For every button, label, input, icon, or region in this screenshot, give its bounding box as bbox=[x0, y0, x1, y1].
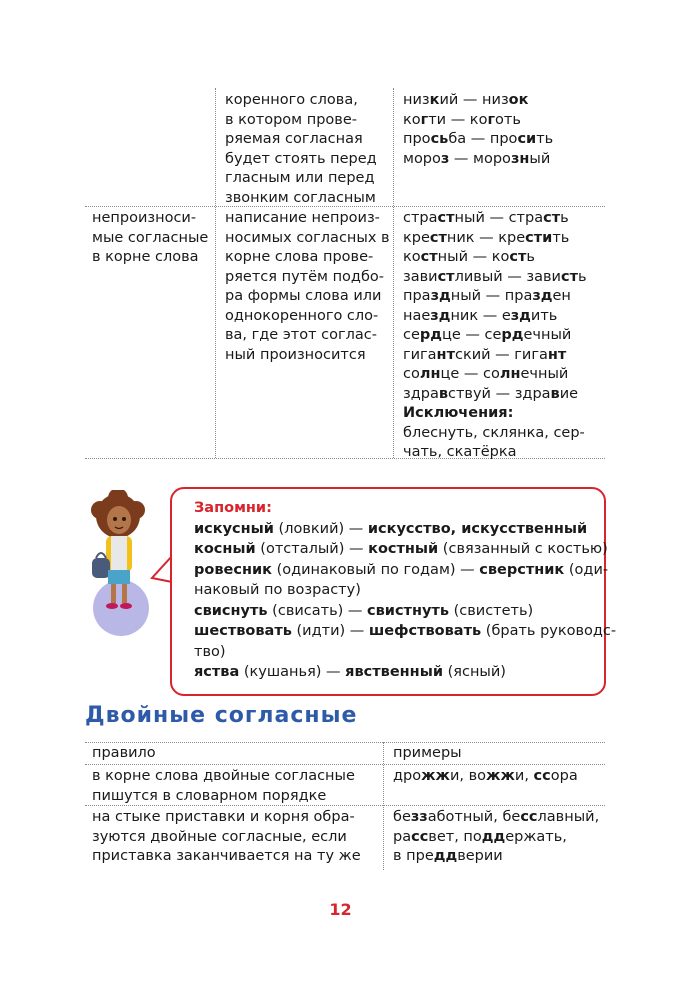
bold-segment: искусство, искусственный bbox=[367, 520, 588, 537]
text-segment: ный — пра bbox=[450, 288, 533, 304]
text-line bbox=[403, 229, 587, 249]
text-segment: ержать, bbox=[505, 828, 567, 845]
text-segment: оть bbox=[495, 111, 521, 128]
table1-row-b-term bbox=[92, 209, 208, 268]
bold-segment: ст bbox=[437, 210, 455, 226]
text-segment: ко bbox=[403, 249, 421, 265]
bold-segment: ст bbox=[420, 249, 438, 265]
text-segment: (ловкий) — bbox=[273, 520, 368, 537]
text-line bbox=[194, 580, 616, 601]
table1-divider-right bbox=[393, 88, 394, 458]
table1-row-b-rule bbox=[225, 209, 390, 365]
text-segment: ый bbox=[529, 150, 551, 167]
bold-segment: рд bbox=[419, 327, 442, 343]
text-line bbox=[403, 307, 587, 327]
rule-line: ряемая согласная bbox=[225, 131, 363, 147]
rule-line: в корне слова двойные согласные bbox=[92, 768, 355, 784]
table1-divider-left bbox=[215, 88, 216, 458]
text-segment: со bbox=[403, 366, 420, 382]
text-segment: ко bbox=[403, 111, 421, 128]
face bbox=[107, 506, 131, 534]
table1-row-a-rule bbox=[225, 91, 377, 208]
text-segment: стра bbox=[403, 210, 438, 226]
text-segment: кре bbox=[403, 229, 430, 246]
bold-segment: зд bbox=[510, 307, 531, 324]
text-line bbox=[393, 767, 578, 787]
text-line bbox=[393, 808, 599, 828]
callout-content bbox=[194, 498, 616, 683]
bold-segment: свистнуть bbox=[367, 602, 449, 619]
rule-line: гласным или перед bbox=[225, 170, 375, 186]
bold-segment: искусный bbox=[194, 520, 274, 537]
bold-segment: к bbox=[518, 92, 529, 108]
bold-segment: дд bbox=[433, 848, 458, 864]
table2-header-separator bbox=[85, 764, 605, 765]
table2-row-2-examples bbox=[393, 808, 599, 867]
text-segment: низ bbox=[403, 92, 430, 108]
callout-heading: Запомни: bbox=[194, 500, 272, 516]
text-line bbox=[403, 150, 553, 170]
term-line: в корне слова bbox=[92, 249, 199, 265]
text-segment: тво) bbox=[194, 643, 226, 660]
text-line bbox=[403, 287, 587, 307]
text-segment: (ясный) bbox=[442, 664, 506, 680]
text-segment: дро bbox=[393, 768, 422, 784]
bold-segment: дд bbox=[481, 828, 506, 845]
bold-segment: си bbox=[517, 131, 537, 147]
text-segment: се bbox=[403, 327, 420, 343]
text-segment: про bbox=[403, 131, 431, 147]
text-segment: и, во bbox=[449, 768, 487, 784]
bold-segment: сти bbox=[525, 229, 553, 246]
term-line: непроизноси- bbox=[92, 210, 197, 226]
bold-segment: г bbox=[420, 111, 429, 128]
text-line bbox=[194, 601, 616, 622]
text-segment: здра bbox=[403, 385, 439, 402]
text-segment: и, bbox=[514, 768, 534, 784]
text-line bbox=[194, 539, 616, 560]
text-segment: (свисать) — bbox=[267, 602, 368, 619]
text-line bbox=[403, 268, 587, 288]
rule-line: в котором прове- bbox=[225, 111, 357, 128]
text-line bbox=[194, 662, 616, 683]
text-line bbox=[194, 621, 616, 642]
text-line bbox=[194, 560, 616, 581]
example-lines bbox=[403, 209, 587, 404]
text-segment: аботный, бе bbox=[427, 809, 521, 825]
bold-segment: шествовать bbox=[194, 623, 292, 639]
text-line bbox=[194, 642, 616, 663]
bold-segment: зд bbox=[430, 307, 451, 324]
text-segment: гига bbox=[403, 346, 437, 363]
text-segment: ора bbox=[550, 768, 578, 784]
exceptions-line: блеснуть, склянка, сер- bbox=[403, 424, 585, 441]
table2-row-1-rule bbox=[92, 767, 355, 806]
text-segment: — моро bbox=[449, 150, 511, 167]
rule-line: на стыке приставки и корня обра- bbox=[92, 809, 355, 825]
text-segment: ный — стра bbox=[454, 210, 544, 226]
table2-divider bbox=[383, 742, 384, 870]
bold-segment: в bbox=[438, 385, 449, 402]
text-segment: ий — низ bbox=[439, 92, 509, 108]
text-segment: (свистеть) bbox=[449, 602, 534, 619]
bold-segment: зд bbox=[532, 288, 553, 304]
bold-segment: сс bbox=[533, 768, 551, 784]
table2-row-1-examples bbox=[393, 767, 578, 787]
term-line: мые согласные bbox=[92, 229, 209, 246]
table1-row-b-examples bbox=[403, 209, 587, 463]
table2-top-border bbox=[85, 742, 605, 743]
bold-segment: зд bbox=[430, 288, 451, 304]
text-segment: (оди- bbox=[564, 561, 609, 578]
bold-segment: яства bbox=[194, 664, 240, 680]
text-segment: ен bbox=[552, 288, 571, 304]
text-segment: верии bbox=[457, 848, 503, 864]
text-segment: ечный bbox=[523, 327, 572, 343]
text-segment: в пре bbox=[393, 848, 434, 864]
text-segment: ский — гига bbox=[454, 346, 548, 363]
text-segment: (одинаковый по годам) — bbox=[271, 561, 480, 578]
text-line bbox=[403, 385, 587, 405]
text-line bbox=[403, 365, 587, 385]
rule-line: ряется путём подбо- bbox=[225, 268, 384, 285]
text-segment: (кушанья) — bbox=[239, 664, 346, 680]
text-segment: ечный bbox=[520, 366, 569, 382]
bold-segment: рд bbox=[501, 327, 524, 343]
text-segment: пра bbox=[403, 288, 431, 304]
bold-segment: сверстник bbox=[479, 561, 565, 578]
bold-segment: ст bbox=[429, 229, 447, 246]
bold-segment: жж bbox=[486, 768, 515, 784]
rule-line: приставка заканчивается на ту же bbox=[92, 848, 361, 864]
rule-line: ва, где этот соглас- bbox=[225, 327, 377, 343]
text-segment: ть bbox=[552, 229, 570, 246]
bold-segment: костный bbox=[368, 541, 439, 557]
purple-circle bbox=[93, 580, 149, 636]
text-segment: ник — е bbox=[450, 307, 511, 324]
table2-header-rule: правило bbox=[92, 745, 156, 761]
bold-segment: г bbox=[487, 111, 496, 128]
shorts bbox=[108, 570, 130, 584]
text-line bbox=[393, 847, 599, 867]
text-segment: зави bbox=[403, 268, 438, 285]
bold-segment: косный bbox=[194, 541, 256, 557]
bold-segment: нт bbox=[436, 346, 455, 363]
bold-segment: жж bbox=[421, 768, 450, 784]
table1-row-a-examples bbox=[403, 91, 553, 169]
bold-segment: ст bbox=[509, 249, 527, 265]
table2-header-examples: примеры bbox=[393, 745, 462, 761]
bold-segment: сс bbox=[411, 828, 429, 845]
bold-segment: свиснуть bbox=[194, 602, 268, 619]
text-line bbox=[403, 130, 553, 150]
bold-segment: нт bbox=[547, 346, 567, 363]
text-segment: лавный, bbox=[537, 809, 600, 825]
text-segment: ти — ко bbox=[428, 111, 488, 128]
text-segment: ствуй — здра bbox=[448, 385, 551, 402]
bold-segment: сь bbox=[430, 131, 449, 147]
bold-segment: к bbox=[429, 92, 440, 108]
text-segment: нае bbox=[403, 307, 431, 324]
rule-line: пишутся в словарном порядке bbox=[92, 787, 327, 804]
rule-line: зуются двойные согласные, если bbox=[92, 828, 347, 845]
bold-segment: ст bbox=[543, 210, 561, 226]
text-segment: ить bbox=[530, 307, 558, 324]
text-line bbox=[194, 519, 616, 540]
section-title: Двойные согласные bbox=[85, 703, 358, 728]
bold-segment: лн bbox=[499, 366, 521, 382]
bold-segment: ст bbox=[560, 268, 578, 285]
text-segment: це — се bbox=[442, 327, 502, 343]
bold-segment: явственный bbox=[345, 664, 443, 680]
bold-segment: зз bbox=[410, 809, 428, 825]
rule-line: коренного слова, bbox=[225, 92, 358, 108]
text-segment: ь bbox=[577, 268, 587, 285]
text-line bbox=[403, 91, 553, 111]
text-segment: ть bbox=[536, 131, 554, 147]
text-segment: бе bbox=[393, 809, 411, 825]
bold-segment: зн bbox=[510, 150, 530, 167]
rule-line: однокоренного сло- bbox=[225, 307, 379, 324]
text-segment: ие bbox=[559, 385, 579, 402]
rule-line: носимых согласных в bbox=[225, 229, 390, 246]
text-line bbox=[393, 828, 599, 848]
bold-segment: з bbox=[440, 150, 450, 167]
text-line bbox=[403, 346, 587, 366]
bold-segment: о bbox=[508, 92, 519, 108]
page-number: 12 bbox=[329, 900, 352, 919]
rule-line: ра формы слова или bbox=[225, 288, 382, 304]
exceptions-line: чать, скатёрка bbox=[403, 444, 517, 460]
text-segment: це — со bbox=[440, 366, 500, 382]
text-segment: ь bbox=[526, 249, 535, 265]
table2-row-2-rule bbox=[92, 808, 361, 867]
text-segment: (брать руководс- bbox=[481, 623, 617, 639]
text-segment: ь bbox=[560, 210, 569, 226]
text-segment: ливый — зави bbox=[454, 268, 561, 285]
rule-line: написание непроиз- bbox=[225, 210, 380, 226]
text-segment: (идти) — bbox=[291, 623, 369, 639]
bold-segment: сс bbox=[520, 809, 538, 825]
bold-segment: ст bbox=[437, 268, 455, 285]
exceptions-label: Исключения: bbox=[403, 405, 514, 421]
text-segment: ный — ко bbox=[437, 249, 510, 265]
text-segment: ник — кре bbox=[446, 229, 526, 246]
rule-line: звонким согласным bbox=[225, 189, 376, 206]
text-line bbox=[403, 326, 587, 346]
bold-segment: шефствовать bbox=[368, 623, 482, 639]
bold-segment: ровесник bbox=[194, 561, 272, 578]
text-line bbox=[403, 248, 587, 268]
text-segment: (отсталый) — bbox=[255, 541, 369, 557]
text-segment: вет, по bbox=[428, 828, 482, 845]
text-segment: (связанный с костью) bbox=[438, 541, 608, 557]
backpack bbox=[92, 558, 110, 578]
text-segment: наковый по возрасту) bbox=[194, 582, 361, 598]
text-line bbox=[403, 111, 553, 131]
bold-segment: в bbox=[550, 385, 560, 402]
bold-segment: лн bbox=[419, 366, 441, 382]
rule-line: ный произносится bbox=[225, 346, 366, 363]
rule-line: будет стоять перед bbox=[225, 150, 377, 167]
callout-lines bbox=[194, 519, 616, 683]
text-segment: ра bbox=[393, 828, 412, 845]
text-segment: моро bbox=[403, 150, 441, 167]
text-segment: ба — про bbox=[448, 131, 518, 147]
rule-line: корне слова прове- bbox=[225, 249, 374, 265]
text-line bbox=[403, 209, 587, 229]
girl-illustration bbox=[78, 490, 158, 640]
